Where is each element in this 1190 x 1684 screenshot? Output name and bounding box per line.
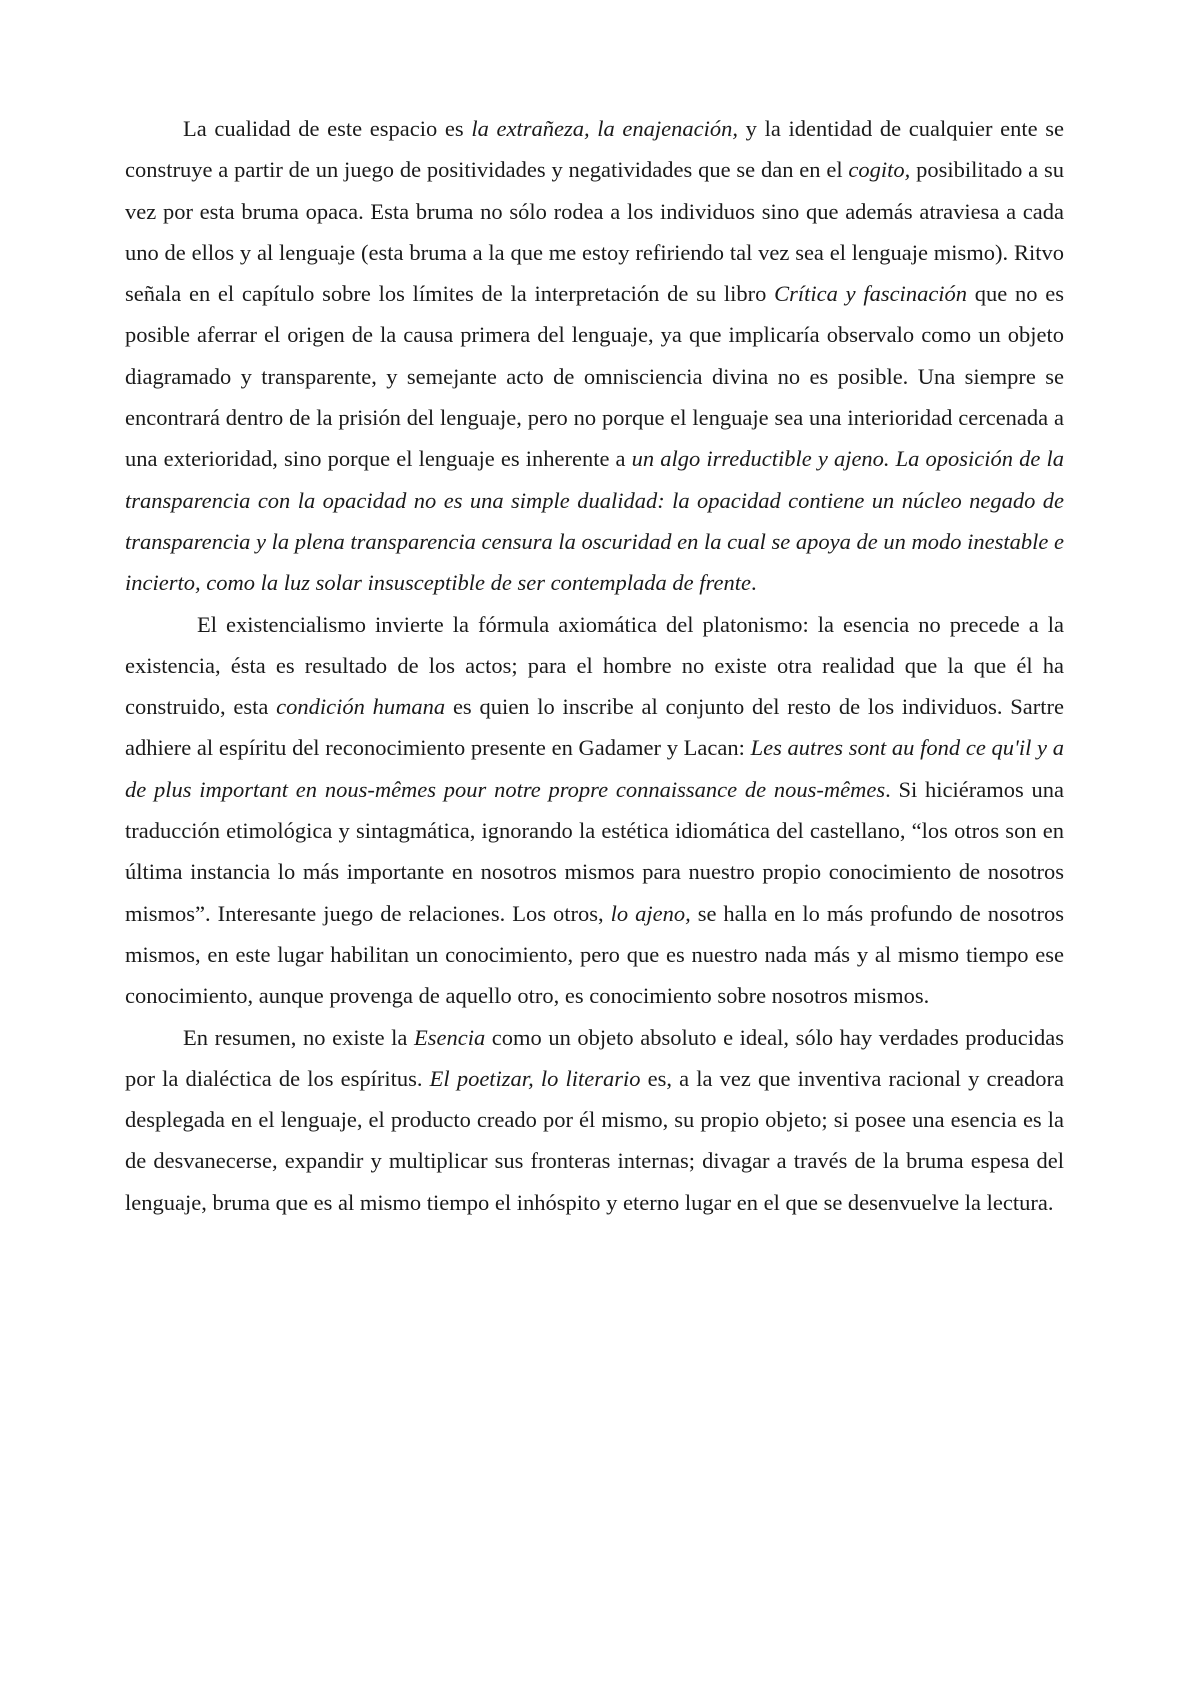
paragraph xyxy=(125,108,1064,604)
paragraph-text: posibilitado a su vez por esta bruma opaca. Esta bruma no sólo rodea a los individuos sino que además atraviesa a cada uno de ellos y al lenguaje (esta bruma a la que me estoy refiriendo tal vez sea el lenguaje mismo). Ritvo señala en el capítulo sobre los límites de la interpretación de su libro xyxy=(125,157,1064,307)
paragraph-text: es, a la vez que inventiva racional y creadora desplegada en el lenguaje, el producto creado por él mismo, su propio objeto; si posee una esencia es la de desvanecerse, expandir y multiplicar sus fronteras internas; divagar a través de la bruma espesa del lenguaje, bruma que es al mismo tiempo el inhóspito y eterno lugar en el que se desenvuelve la lectura. xyxy=(125,1065,1064,1215)
paragraph-text: . xyxy=(750,570,757,596)
paragraph-text: y la identidad de cualquier ente se construye a partir de un juego de positividades y negatividades que se dan en el xyxy=(125,116,1064,183)
paragraph-emphasis: Esencia xyxy=(413,1024,486,1050)
paragraph-text: En resumen, no existe la xyxy=(183,1024,414,1050)
paragraph-emphasis: la extrañeza, la enajenación, xyxy=(471,116,738,141)
paragraph-emphasis: condición humana xyxy=(276,694,446,720)
paragraph-text: El existencialismo invierte la fórmula axiomática del platonismo: la esencia no precede a la existencia, ésta es resultado de los actos; para el hombre no existe otra realidad que la que él ha construido, esta xyxy=(125,611,1064,720)
paragraph-emphasis: un algo irreductible y ajeno. La oposición de la transparencia con la opacidad no es una simple dualidad: la opacidad contiene un núcleo negado de transparencia y la plena transparencia censura la oscuridad en la cual se apoya de un modo inestable e incierto, como la luz solar insusceptible de ser contemplada de frente xyxy=(125,446,1064,596)
paragraph-text: que no es posible aferrar el origen de la causa primera del lenguaje, ya que implicaría observalo como un objeto diagramado y transparente, y semejante acto de omnisciencia divina no es posible. Una siempre se encontrará dentro de la prisión del lenguaje, pero no porque el lenguaje sea una interioridad cercenada a una exterioridad, sino porque el lenguaje es inherente a xyxy=(125,281,1064,472)
paragraph-text: se halla en lo más profundo de nosotros mismos, en este lugar habilitan un conocimiento, pero que es nuestro nada más y al mismo tiempo ese conocimiento, aunque provenga de aquello otro, es conocimiento sobre nosotros mismos. xyxy=(125,900,1064,1009)
document-page xyxy=(125,108,1064,1223)
paragraph-emphasis: lo ajeno, xyxy=(610,900,691,926)
paragraph-emphasis: cogito, xyxy=(848,157,911,183)
paragraph-text: La cualidad de este espacio es xyxy=(183,116,472,141)
paragraph-emphasis: Crítica y fascinación xyxy=(774,281,968,307)
paragraph-text: . Si hiciéramos una traducción etimológica y sintagmática, ignorando la estética idiomática del castellano, “los otros son en última instancia lo más importante en nosotros mismos para nuestro propio conocimiento de nosotros mismos”. Interesante juego de relaciones. Los otros, xyxy=(125,776,1064,926)
paragraph-text: como un objeto absoluto e ideal, sólo hay verdades producidas por la dialéctica de los espíritus. xyxy=(125,1024,1064,1091)
paragraph-text: es quien lo inscribe al conjunto del resto de los individuos. Sartre adhiere al espíritu del reconocimiento presente en Gadamer y Lacan: xyxy=(125,694,1065,761)
paragraph-emphasis: El poetizar, lo literario xyxy=(429,1065,641,1091)
paragraph xyxy=(125,604,1064,1017)
paragraph-emphasis: Les autres sont au fond ce qu'il y a de plus important en nous-mêmes pour notre propre connaissance de nous-mêmes xyxy=(125,735,1064,802)
paragraph xyxy=(125,1017,1064,1223)
